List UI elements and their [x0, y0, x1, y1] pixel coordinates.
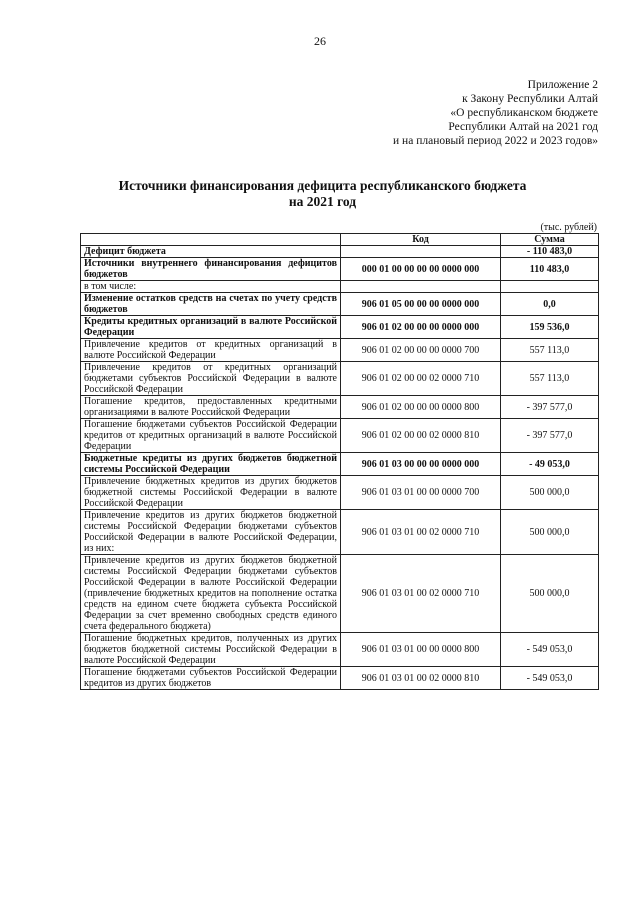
appendix-line: «О республиканском бюджете — [450, 107, 598, 119]
table-row — [81, 316, 599, 339]
row-sum-cell: - 110 483,0 — [501, 246, 599, 258]
financing-table-body — [81, 234, 599, 690]
row-sum-cell: 500 000,0 — [501, 555, 599, 633]
row-code-cell: 906 01 02 00 00 02 0000 810 — [341, 419, 501, 453]
row-name-cell: Источники внутреннего финансирования дефицитов бюджетов — [81, 258, 341, 281]
row-code-cell: 906 01 03 01 00 02 0000 810 — [341, 667, 501, 690]
row-name-cell: Привлечение кредитов из других бюджетов бюджетной системы Российской Федерации бюджетами субъектов Российской Федерации в валюте Российской Федерации (привлечение бюджетных кредитов на пополнение остатка средств на едином счете бюджета субъекта Российской Федерации за счет временно свободных средств единого счета федерального бюджета) — [81, 555, 341, 633]
table-row — [81, 258, 599, 281]
row-code-cell: 906 01 02 00 00 00 0000 800 — [341, 396, 501, 419]
row-code-cell: 906 01 05 00 00 00 0000 000 — [341, 293, 501, 316]
header-code: Код — [341, 234, 501, 246]
row-sum-cell: 500 000,0 — [501, 510, 599, 555]
row-name-cell: Привлечение бюджетных кредитов из других бюджетов бюджетной системы Российской Федерации в валюте Российской Федерации — [81, 476, 341, 510]
table-row — [81, 453, 599, 476]
header-name — [81, 234, 341, 246]
row-name-cell: Привлечение кредитов от кредитных организаций в валюте Российской Федерации — [81, 339, 341, 362]
appendix-line: Приложение 2 — [527, 79, 598, 91]
table-row — [81, 339, 599, 362]
row-code-cell: 000 01 00 00 00 00 0000 000 — [341, 258, 501, 281]
row-name-cell: Изменение остатков средств на счетах по учету средств бюджетов — [81, 293, 341, 316]
table-row — [81, 510, 599, 555]
document-title — [60, 178, 585, 210]
units-label: (тыс. рублей) — [540, 222, 597, 233]
row-name-cell: Погашение бюджетных кредитов, полученных из других бюджетов бюджетной системы Российской Федерации в валюте Российской Федерации — [81, 633, 341, 667]
table-row — [81, 281, 599, 293]
table-row — [81, 476, 599, 510]
table-row — [81, 362, 599, 396]
row-sum-cell: 159 536,0 — [501, 316, 599, 339]
appendix-line: Республики Алтай на 2021 год — [448, 121, 598, 133]
row-sum-cell: 500 000,0 — [501, 476, 599, 510]
row-sum-cell: 557 113,0 — [501, 339, 599, 362]
page-number: 26 — [314, 34, 326, 48]
row-code-cell: 906 01 02 00 00 00 0000 700 — [341, 339, 501, 362]
row-name-cell: Привлечение кредитов из других бюджетов бюджетной системы Российской Федерации бюджетами субъектов Российской Федерации в валюте Российской Федерации, из них: — [81, 510, 341, 555]
table-row — [81, 633, 599, 667]
row-sum-cell: - 397 577,0 — [501, 396, 599, 419]
row-code-cell: 906 01 03 00 00 00 0000 000 — [341, 453, 501, 476]
row-sum-cell: - 397 577,0 — [501, 419, 599, 453]
table-row — [81, 396, 599, 419]
row-code-cell: 906 01 02 00 00 02 0000 710 — [341, 362, 501, 396]
row-name-cell: Бюджетные кредиты из других бюджетов бюджетной системы Российской Федерации — [81, 453, 341, 476]
title-line: на 2021 год — [288, 194, 357, 209]
row-code-cell: 906 01 03 01 00 02 0000 710 — [341, 555, 501, 633]
table-header-row — [81, 234, 599, 246]
row-name-cell: Кредиты кредитных организаций в валюте Российской Федерации — [81, 316, 341, 339]
row-name-cell: Погашение бюджетами субъектов Российской Федерации кредитов из других бюджетов — [81, 667, 341, 690]
table-row — [81, 293, 599, 316]
row-sum-cell: 0,0 — [501, 293, 599, 316]
row-sum-cell: 557 113,0 — [501, 362, 599, 396]
row-sum-cell: 110 483,0 — [501, 258, 599, 281]
table-row — [81, 667, 599, 690]
table-row — [81, 419, 599, 453]
row-code-cell: 906 01 02 00 00 00 0000 000 — [341, 316, 501, 339]
row-sum-cell: - 549 053,0 — [501, 667, 599, 690]
row-sum-cell: - 49 053,0 — [501, 453, 599, 476]
header-sum: Сумма — [501, 234, 599, 246]
row-code-cell: 906 01 03 01 00 00 0000 700 — [341, 476, 501, 510]
row-code-cell — [341, 246, 501, 258]
appendix-line: к Закону Республики Алтай — [462, 93, 598, 105]
row-code-cell: 906 01 03 01 00 02 0000 710 — [341, 510, 501, 555]
row-sum-cell — [501, 281, 599, 293]
row-name-cell: Привлечение кредитов от кредитных организаций бюджетами субъектов Российской Федерации в валюте Российской Федерации — [81, 362, 341, 396]
row-name-cell: Погашение кредитов, предоставленных кредитными организациями в валюте Российской Федерации — [81, 396, 341, 419]
financing-table — [80, 233, 599, 690]
row-code-cell — [341, 281, 501, 293]
row-sum-cell: - 549 053,0 — [501, 633, 599, 667]
appendix-line: и на плановый период 2022 и 2023 годов» — [393, 135, 598, 147]
table-row — [81, 246, 599, 258]
row-code-cell: 906 01 03 01 00 00 0000 800 — [341, 633, 501, 667]
row-name-cell: Погашение бюджетами субъектов Российской Федерации кредитов от кредитных организаций в валюте Российской Федерации — [81, 419, 341, 453]
appendix-block — [298, 78, 598, 148]
title-line: Источники финансирования дефицита республиканского бюджета — [118, 178, 527, 193]
row-name-cell: Дефицит бюджета — [81, 246, 341, 258]
row-name-cell: в том числе: — [81, 281, 341, 293]
table-row — [81, 555, 599, 633]
